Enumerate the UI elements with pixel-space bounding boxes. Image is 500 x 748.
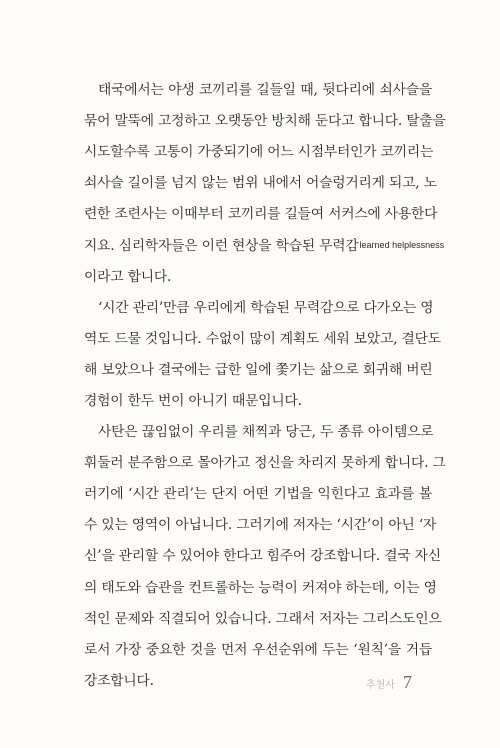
text-line-with-gloss: [84, 230, 445, 261]
text-line: 적인 문제와 직결되어 있습니다. 그래서 저자는 그리스도인으: [84, 610, 442, 627]
english-gloss: learned helplessness: [359, 240, 445, 251]
text-line: 사탄은 끊임없이 우리를 채찍과 당근, 두 종류 아이템으로: [98, 424, 434, 441]
text-line: 휘둘러 분주함으로 몰아가고 정신을 차리지 못하게 합니다. 그: [84, 455, 446, 472]
text-line: 묶어 말뚝에 고정하고 오랫동안 방치해 둔다고 합니다. 탈출을: [84, 113, 446, 130]
text-line: 시도할수록 고통이 가중되기에 어느 시점부터인가 코끼리는: [84, 144, 434, 161]
text-line: 신’을 관리할 수 있어야 한다고 힘주어 강조합니다. 결국 자신: [84, 548, 441, 565]
text-line: 역도 드물 것입니다. 수없이 많이 계획도 세워 보았고, 결단도: [84, 330, 441, 347]
text-line: 이라고 합니다.: [84, 268, 172, 285]
page-footer: [366, 672, 412, 693]
text-line: 해 보았으나 결국에는 급한 일에 쫓기는 삶으로 회귀해 버린: [84, 361, 433, 378]
section-label: 추천사: [366, 680, 395, 691]
text-line: 련한 조련사는 이때부터 코끼리를 길들여 서커스에 사용한다: [84, 206, 438, 223]
text-line: 수 있는 영역이 아닙니다. 그러기에 저자는 ‘시간’이 아닌 ‘자: [84, 517, 437, 534]
text-line: 러기에 ‘시간 관리’는 단지 어떤 기법을 익힌다고 효과를 볼: [84, 486, 432, 503]
page-number: 7: [403, 672, 412, 692]
text-line: 지요. 심리학자들은 이런 현상을 학습된 무력감: [84, 238, 359, 255]
text-line: 쇠사슬 길이를 넘지 않는 범위 내에서 어슬렁거리게 되고, 노: [84, 175, 437, 192]
text-line: 강조합니다.: [84, 672, 154, 689]
text-line: 의 태도와 습관을 컨트롤하는 능력이 커져야 하는데, 이는 영: [84, 579, 437, 596]
text-line: 태국에서는 야생 코끼리를 길들일 때, 뒷다리에 쇠사슬을: [98, 82, 432, 98]
text-line: 로서 가장 중요한 것을 먼저 우선순위에 두는 ‘원칙’을 거듭: [84, 641, 432, 658]
text-line: 경험이 한두 번이 아니기 때문입니다.: [84, 392, 302, 409]
body-text: [84, 75, 446, 697]
text-line: ‘시간 관리’만큼 우리에게 학습된 무력감으로 다가오는 영: [98, 299, 434, 316]
